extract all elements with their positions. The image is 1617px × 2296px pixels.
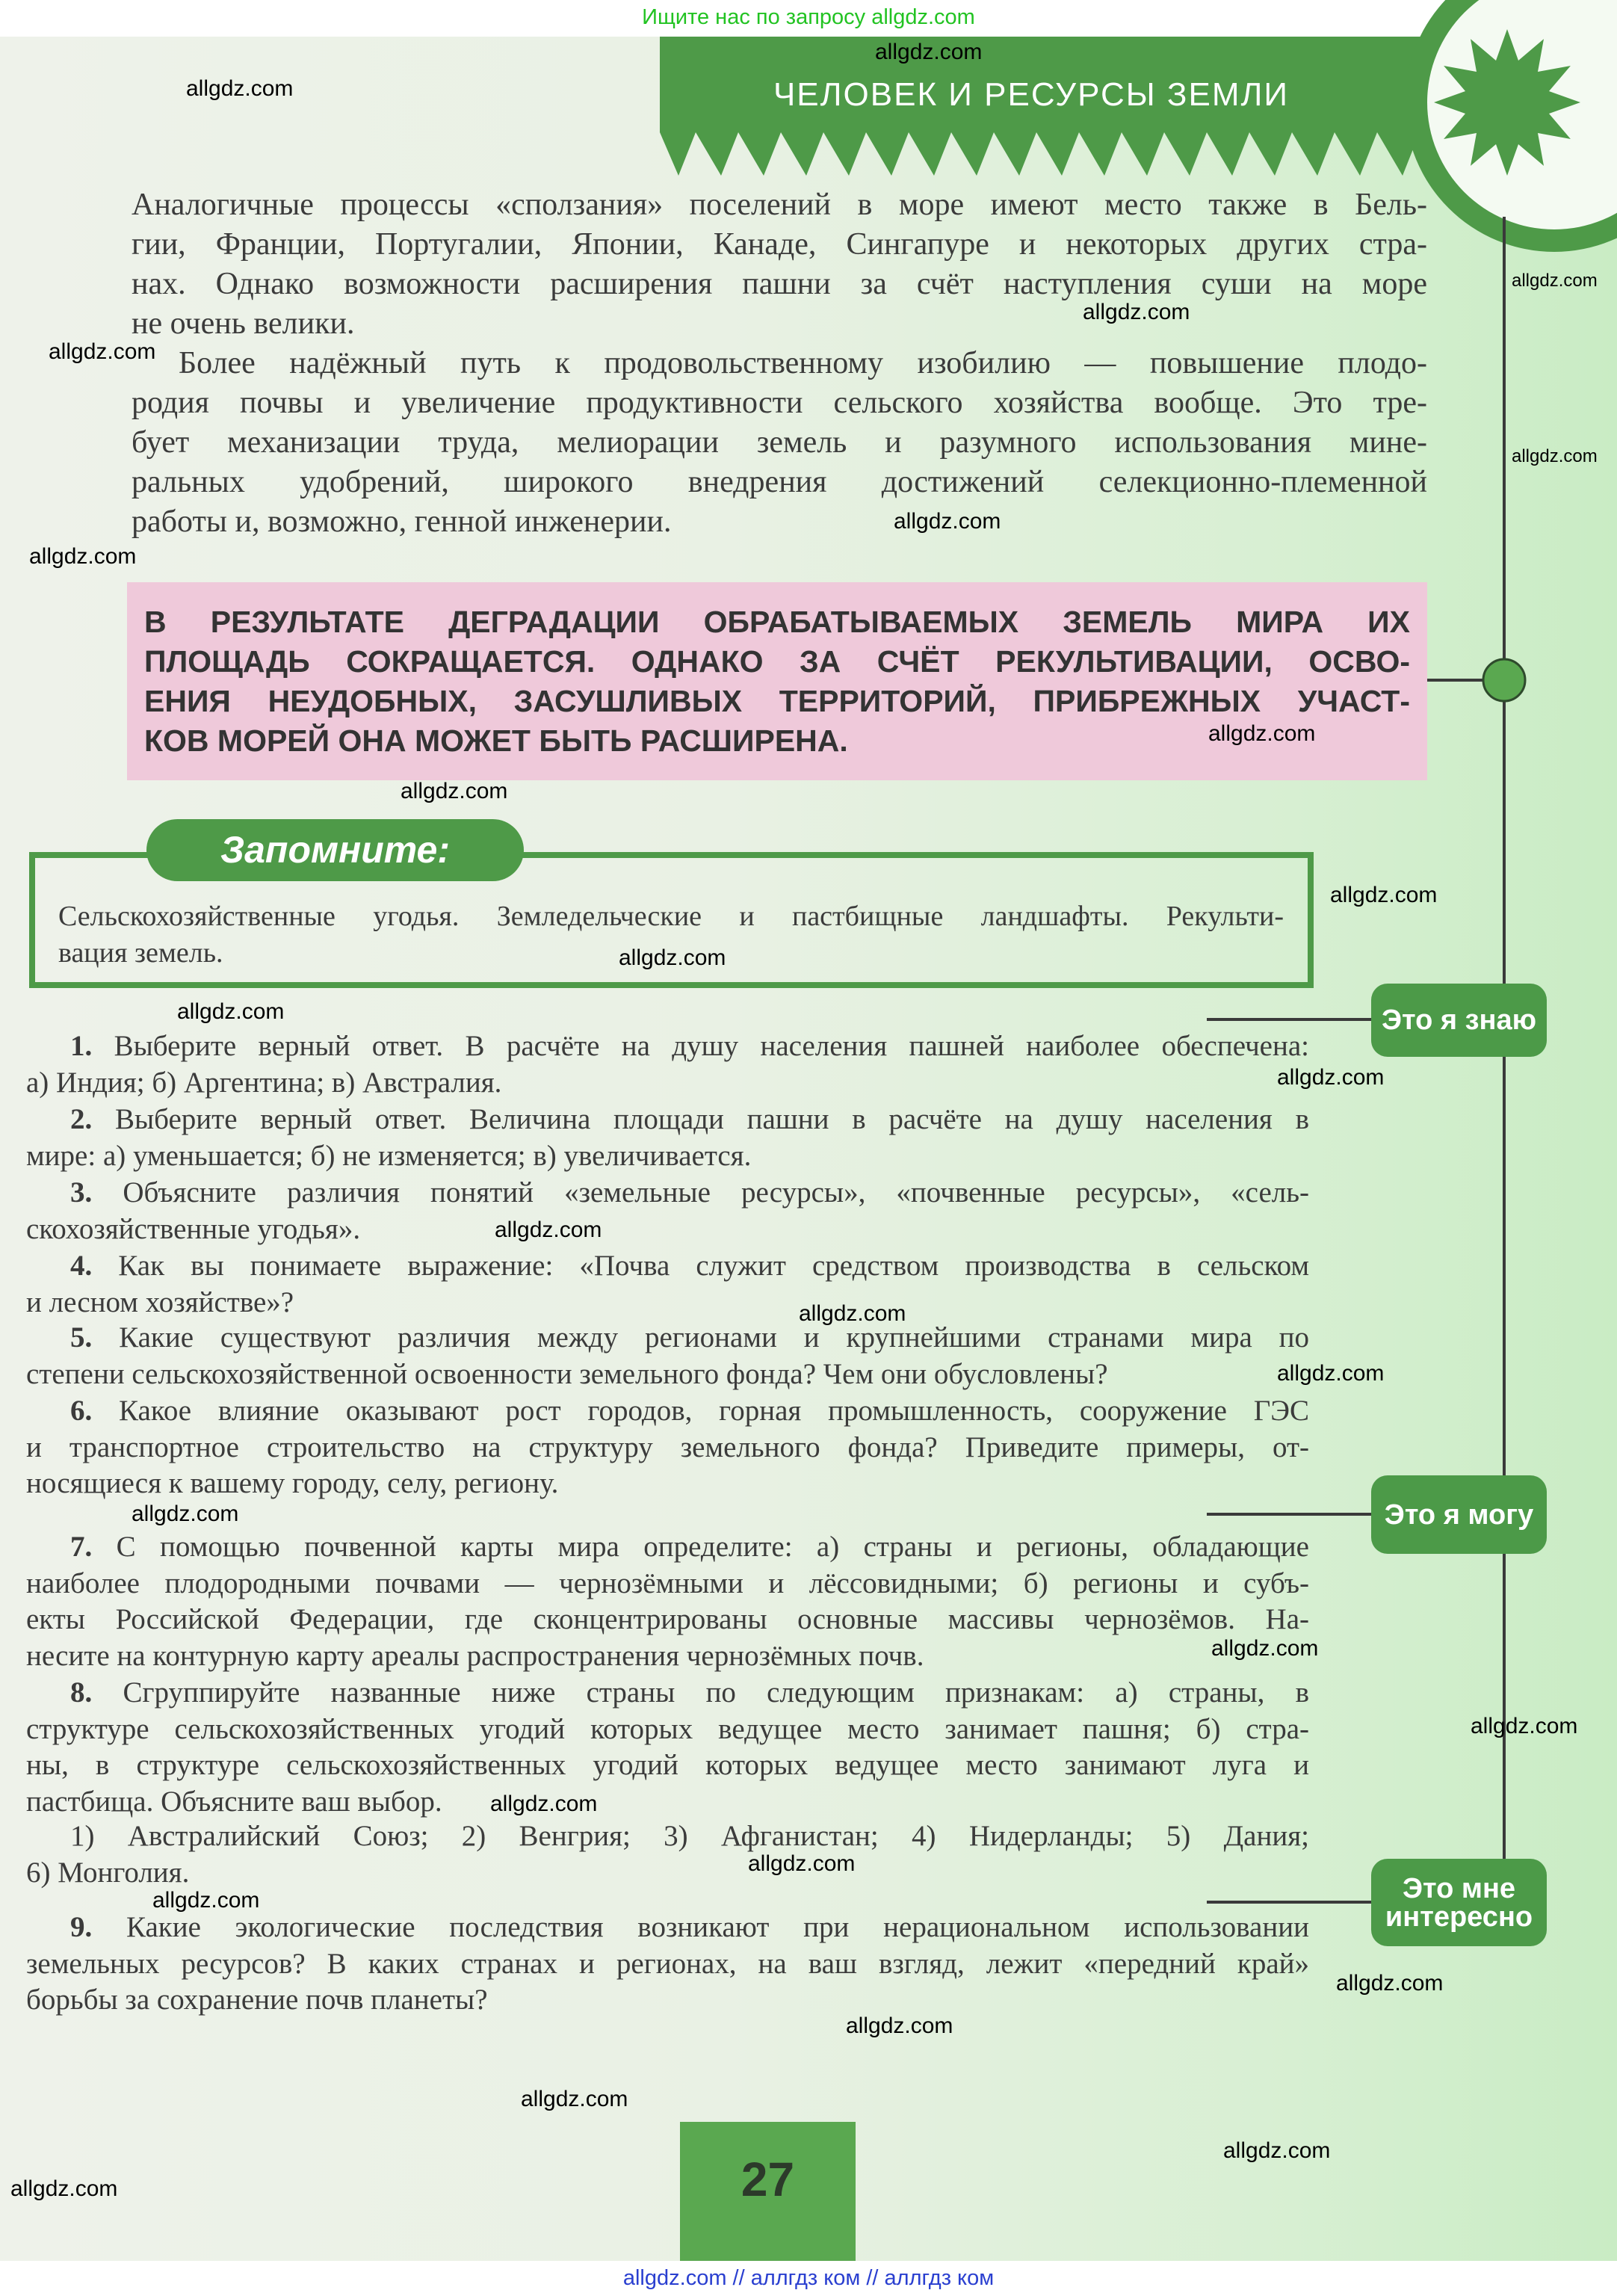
text-line: гии, Франции, Португалии, Японии, Канаде, Сингапуре и некоторых других стра- bbox=[132, 227, 1427, 262]
text-line bbox=[26, 1675, 1309, 1712]
question-text: Сгруппируйте названные ниже страны по следующим признакам: а) страны, в bbox=[123, 1676, 1309, 1709]
text-line bbox=[26, 1466, 1309, 1502]
watermark: allgdz.com bbox=[1277, 1361, 1385, 1386]
question-text: С помощью почвенной карты мира определите: а) страны и регионы, обладающие bbox=[116, 1531, 1309, 1563]
text-line bbox=[26, 1393, 1309, 1430]
question-text: земельных ресурсов? В каких странах и регионах, на ваш взгляд, лежит «передний край» bbox=[26, 1947, 1309, 1980]
text-line bbox=[26, 1602, 1309, 1638]
badge-know: Это я знаю bbox=[1371, 984, 1547, 1057]
remember-label: Запомните: bbox=[146, 819, 524, 881]
text-line bbox=[26, 1285, 1309, 1321]
question-text: Какие экологические последствия возникают при нерациональном использовании bbox=[126, 1911, 1309, 1943]
question-number: 5. bbox=[70, 1321, 93, 1354]
bottom-banner: allgdz.com // аллгдз ком // аллгдз ком bbox=[0, 2261, 1617, 2296]
text-line: В РЕЗУЛЬТАТЕ ДЕГРАДАЦИИ ОБРАБАТЫВАЕМЫХ ЗЕМЕЛЬ МИРА ИХ bbox=[144, 605, 1410, 639]
question-text: 1) Австралийский Союз; 2) Венгрия; 3) Афганистан; 4) Нидерланды; 5) Дания; bbox=[70, 1820, 1309, 1852]
watermark: allgdz.com bbox=[152, 1888, 260, 1913]
question-number: 1. bbox=[70, 1030, 93, 1062]
text-line bbox=[26, 1747, 1309, 1784]
text-line bbox=[26, 1102, 1309, 1138]
question-text: екты Российской Федерации, где сконцентрированы основные массивы чернозёмов. На- bbox=[26, 1603, 1309, 1636]
text-line: ЕНИЯ НЕУДОБНЫХ, ЗАСУШЛИВЫХ ТЕРРИТОРИЙ, ПРИБРЕЖНЫХ УЧАСТ- bbox=[144, 684, 1410, 718]
question-3 bbox=[26, 1175, 1309, 1247]
question-number: 7. bbox=[70, 1531, 93, 1563]
question-text: степени сельскохозяйственной освоенности земельного фонда? Чем они обусловлены? bbox=[26, 1357, 1108, 1390]
text-line bbox=[26, 1566, 1309, 1602]
badge-interesting: Это мне интересно bbox=[1371, 1859, 1547, 1946]
text-line: Более надёжный путь к продовольственному изобилию — повышение плодо- bbox=[179, 346, 1427, 380]
question-8-list bbox=[26, 1818, 1309, 1891]
page-number: 27 bbox=[680, 2122, 856, 2261]
question-text: Как вы понимаете выражение: «Почва служит средством производства в сельском bbox=[118, 1250, 1310, 1282]
question-text: мире: а) уменьшается; б) не изменяется; в) увеличивается. bbox=[26, 1139, 752, 1172]
question-9 bbox=[26, 1910, 1309, 2019]
watermark: allgdz.com bbox=[177, 999, 285, 1024]
chapter-title: ЧЕЛОВЕК И РЕСУРСЫ ЗЕМЛИ bbox=[773, 76, 1289, 113]
watermark: allgdz.com bbox=[186, 76, 294, 101]
watermark: allgdz.com bbox=[1512, 446, 1598, 466]
paragraph-2 bbox=[132, 344, 1427, 542]
paragraph-1 bbox=[132, 185, 1427, 344]
text-line: бует механизации труда, мелиорации земель и разумного использования мине- bbox=[132, 425, 1427, 460]
question-text: наиболее плодородными почвами — чернозёмными и лёссовидными; б) регионы и субъ- bbox=[26, 1567, 1309, 1599]
question-number: 3. bbox=[70, 1176, 93, 1209]
question-text: структуре сельскохозяйственных угодий которых ведущее место занимает пашня; б) стра- bbox=[26, 1712, 1309, 1745]
question-text: пастбища. Объясните ваш выбор. bbox=[26, 1786, 442, 1818]
question-number: 6. bbox=[70, 1395, 93, 1427]
timeline-node-icon bbox=[1483, 659, 1525, 701]
watermark: allgdz.com bbox=[1277, 1065, 1385, 1090]
watermark: allgdz.com bbox=[875, 40, 983, 64]
text-line: вация земель. bbox=[58, 937, 223, 969]
question-text: Выберите верный ответ. Величина площади пашни в расчёте на душу населения в bbox=[114, 1103, 1309, 1135]
watermark: allgdz.com bbox=[1512, 271, 1598, 291]
text-line bbox=[26, 1175, 1309, 1212]
watermark: allgdz.com bbox=[1211, 1636, 1319, 1661]
watermark: allgdz.com bbox=[1223, 2138, 1331, 2163]
text-line bbox=[26, 1982, 1309, 2019]
text-line bbox=[26, 1638, 1309, 1675]
question-number: 8. bbox=[70, 1676, 93, 1709]
watermark: allgdz.com bbox=[894, 509, 1001, 534]
text-line bbox=[26, 1138, 1309, 1175]
watermark: allgdz.com bbox=[1330, 883, 1438, 907]
text-line: родия почвы и увеличение продуктивности сельского хозяйства вообще. Это тре- bbox=[132, 386, 1427, 420]
question-text: ны, в структуре сельскохозяйственных угодий которых ведущее место занимают луга и bbox=[26, 1749, 1309, 1782]
text-line bbox=[26, 1946, 1309, 1983]
text-line bbox=[26, 1818, 1309, 1855]
question-text: носящиеся к вашему городу, селу, региону. bbox=[26, 1467, 559, 1500]
question-number: 9. bbox=[70, 1911, 93, 1943]
text-line: не очень велики. bbox=[132, 306, 355, 341]
question-6 bbox=[26, 1393, 1309, 1502]
text-line bbox=[26, 1712, 1309, 1748]
text-line bbox=[26, 1430, 1309, 1466]
watermark: allgdz.com bbox=[495, 1218, 602, 1242]
text-line bbox=[26, 1529, 1309, 1566]
watermark: allgdz.com bbox=[1208, 721, 1316, 746]
question-number: 4. bbox=[70, 1250, 93, 1282]
question-text: и транспортное строительство на структуру земельного фонда? Приведите примеры, от- bbox=[26, 1431, 1309, 1463]
text-line bbox=[26, 1910, 1309, 1946]
text-line bbox=[26, 1065, 1309, 1102]
text-line bbox=[26, 1248, 1309, 1285]
text-line: КОВ МОРЕЙ ОНА МОЖЕТ БЫТЬ РАСШИРЕНА. bbox=[144, 723, 848, 758]
question-text: Объясните различия понятий «земельные ресурсы», «почвенные ресурсы», «сель- bbox=[123, 1176, 1309, 1209]
question-text: скохозяйственные угодья». bbox=[26, 1212, 361, 1245]
watermark: allgdz.com bbox=[10, 2176, 118, 2201]
text-line: ПЛОЩАДЬ СОКРАЩАЕТСЯ. ОДНАКО ЗА СЧЁТ РЕКУЛЬТИВАЦИИ, ОСВО- bbox=[144, 644, 1410, 679]
question-7 bbox=[26, 1529, 1309, 1675]
text-line bbox=[26, 1357, 1309, 1393]
question-text: борьбы за сохранение почв планеты? bbox=[26, 1984, 488, 2016]
question-5 bbox=[26, 1320, 1309, 1392]
watermark: allgdz.com bbox=[619, 945, 726, 970]
question-number: 2. bbox=[70, 1103, 93, 1135]
watermark: allgdz.com bbox=[29, 544, 137, 569]
question-text: несите на контурную карту ареалы распространения чернозёмных почв. bbox=[26, 1640, 924, 1673]
question-text: а) Индия; б) Аргентина; в) Австралия. bbox=[26, 1066, 502, 1099]
question-text: Выберите верный ответ. В расчёте на душу населения пашней наиболее обеспечена: bbox=[114, 1030, 1310, 1062]
text-line bbox=[26, 1320, 1309, 1357]
text-line: работы и, возможно, генной инженерии. bbox=[132, 504, 672, 539]
question-text: и лесном хозяйстве»? bbox=[26, 1286, 294, 1318]
text-line bbox=[26, 1855, 1309, 1892]
question-text: Какое влияние оказывают рост городов, горная промышленность, сооружение ГЭС bbox=[119, 1395, 1309, 1427]
text-line bbox=[26, 1212, 1309, 1248]
question-1 bbox=[26, 1028, 1309, 1101]
watermark: allgdz.com bbox=[490, 1792, 598, 1816]
text-line bbox=[26, 1784, 1309, 1821]
watermark: allgdz.com bbox=[521, 2087, 628, 2111]
text-line bbox=[26, 1028, 1309, 1065]
question-8 bbox=[26, 1675, 1309, 1821]
text-line: ральных удобрений, широкого внедрения достижений селекционно-племенной bbox=[132, 465, 1427, 499]
watermark: allgdz.com bbox=[401, 779, 508, 803]
watermark: allgdz.com bbox=[1336, 1971, 1444, 1996]
text-line: Аналогичные процессы «сползания» поселений в море имеют место также в Бель- bbox=[132, 188, 1427, 222]
watermark: allgdz.com bbox=[748, 1851, 856, 1876]
question-4 bbox=[26, 1248, 1309, 1321]
badge-can: Это я могу bbox=[1371, 1475, 1547, 1554]
watermark: allgdz.com bbox=[1083, 300, 1190, 324]
question-text: 6) Монголия. bbox=[26, 1856, 190, 1889]
watermark: allgdz.com bbox=[1471, 1714, 1578, 1738]
text-line: Сельскохозяйственные угодья. Земледельческие и пастбищные ландшафты. Рекульти- bbox=[58, 901, 1284, 932]
top-banner: Ищите нас по запросу allgdz.com bbox=[0, 0, 1617, 37]
watermark: allgdz.com bbox=[132, 1502, 239, 1526]
question-2 bbox=[26, 1102, 1309, 1174]
watermark: allgdz.com bbox=[799, 1301, 906, 1326]
watermark: allgdz.com bbox=[49, 339, 156, 364]
question-text: Какие существуют различия между регионами и крупнейшими странами мира по bbox=[119, 1321, 1310, 1354]
text-line: нах. Однако возможности расширения пашни за счёт наступления суши на море bbox=[132, 267, 1427, 301]
watermark: allgdz.com bbox=[846, 2013, 953, 2038]
